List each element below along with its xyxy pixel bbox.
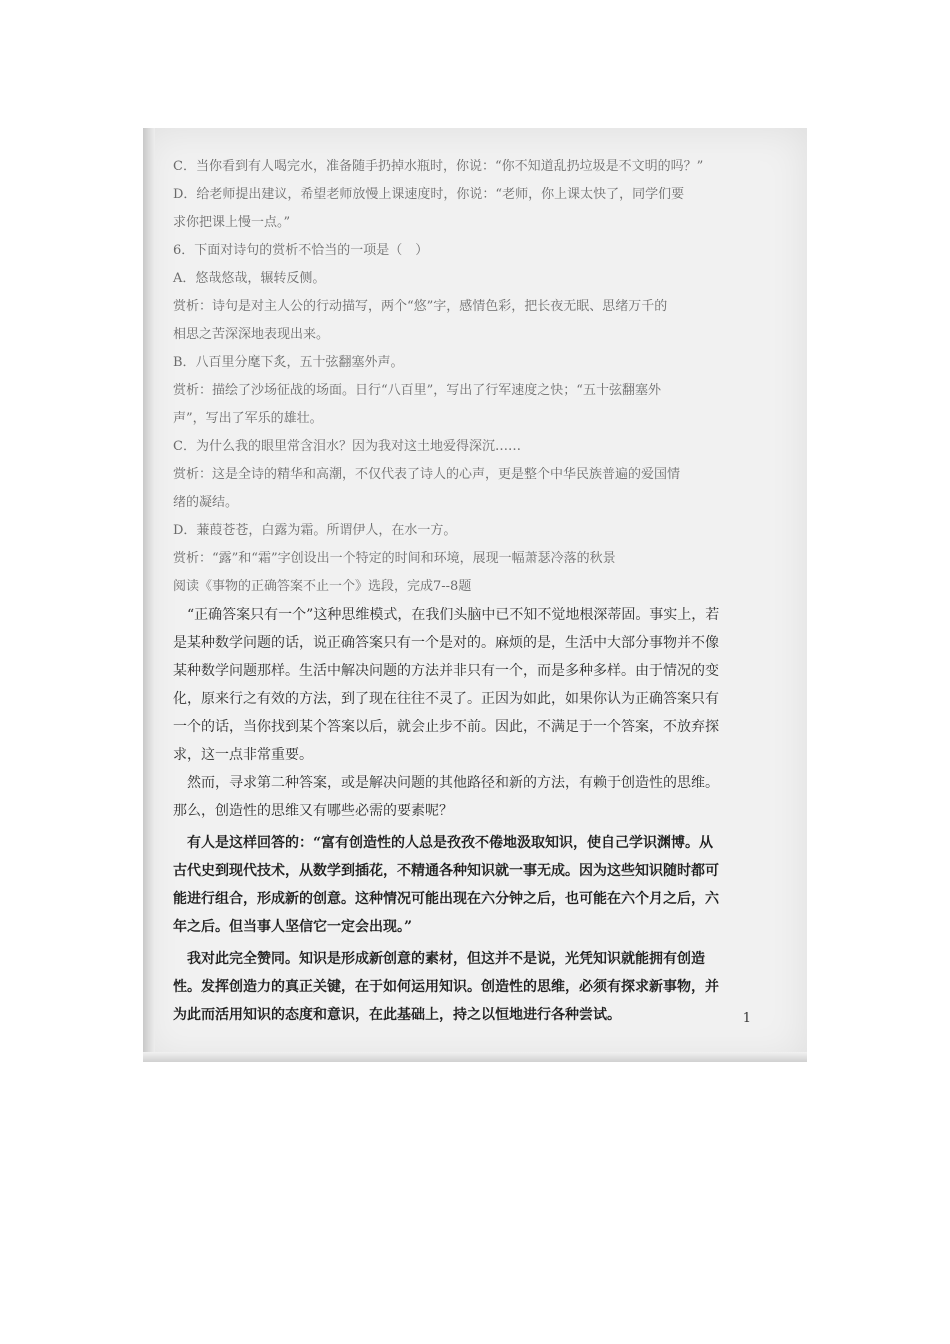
q6-option-c: C．为什么我的眼里常含泪水？因为我对这土地爱得深沉…… <box>173 439 521 454</box>
page-number: 1 <box>742 1011 751 1026</box>
q6-b-analysis: 赏析：描绘了沙场征战的场面。日行“八百里”，写出了行军速度之快；“五十弦翻塞外 <box>173 383 661 398</box>
scanned-page <box>143 128 807 1062</box>
passage-line: 为此而活用知识的态度和意识，在此基础上，持之以恒地进行各种尝试。 <box>173 1007 621 1023</box>
passage-line: 是某种数学问题的话，说正确答案只有一个是对的。麻烦的是，生活中大部分事物并不像 <box>173 635 719 651</box>
q6-c-analysis: 赏析：这是全诗的精华和高潮，不仅代表了诗人的心声，更是整个中华民族普遍的爱国情 <box>173 467 681 482</box>
question-6: 6．下面对诗句的赏析不恰当的一项是（ ） <box>173 243 429 258</box>
passage-line: “正确答案只有一个”这种思维模式，在我们头脑中已不知不觉地根深蒂固。事实上，若 <box>173 607 720 623</box>
option-d-line: D．给老师提出建议，希望老师放慢上课速度时，你说：“老师，你上课太快了，同学们要 <box>173 187 685 202</box>
q6-option-d: D．蒹葭苍苍，白露为霜。所谓伊人，在水一方。 <box>173 523 457 538</box>
q6-option-a: A．悠哉悠哉，辗转反侧。 <box>173 271 326 286</box>
passage-line: 性。发挥创造力的真正关键，在于如何运用知识。创造性的思维，必须有探求新事物，并 <box>173 979 719 995</box>
passage-line: 某种数学问题那样。生活中解决问题的方法并非只有一个，而是多种多样。由于情况的变 <box>173 663 719 679</box>
passage-line: 一个的话，当你找到某个答案以后，就会止步不前。因此，不满足于一个答案，不放弃探 <box>173 719 719 735</box>
q6-b-analysis-cont: 声”，写出了军乐的雄壮。 <box>173 411 323 426</box>
q6-d-analysis: 赏析：“露”和“霜”字创设出一个特定的时间和环境，展现一幅萧瑟冷落的秋景 <box>173 551 616 566</box>
passage-line: 然而，寻求第二种答案，或是解决问题的其他路径和新的方法，有赖于创造性的思维。 <box>173 775 719 791</box>
q6-c-analysis-cont: 绪的凝结。 <box>173 495 239 510</box>
scan-shadow-left <box>143 128 155 1062</box>
q6-option-b: B．八百里分麾下炙，五十弦翻塞外声。 <box>173 355 404 370</box>
option-d-line-cont: 求你把课上慢一点。” <box>173 215 291 230</box>
q6-a-analysis-cont: 相思之苦深深地表现出来。 <box>173 327 330 342</box>
passage-line: 我对此完全赞同。知识是形成新创意的素材，但这并不是说，光凭知识就能拥有创造 <box>173 951 705 967</box>
passage-line: 有人是这样回答的：“富有创造性的人总是孜孜不倦地汲取知识，使自己学识渊博。从 <box>173 835 714 851</box>
passage-line: 那么，创造性的思维又有哪些必需的要素呢？ <box>173 803 453 819</box>
passage-line: 年之后。但当事人坚信它一定会出现。” <box>173 919 413 935</box>
option-c-line: C．当你看到有人喝完水，准备随手扔掉水瓶时，你说：“你不知道乱扔垃圾是不文明的吗？” <box>173 159 704 174</box>
passage-line: 能进行组合，形成新的创意。这种情况可能出现在六分钟之后，也可能在六个月之后，六 <box>173 891 719 907</box>
reading-instruction: 阅读《事物的正确答案不止一个》选段，完成7--8题 <box>173 579 472 594</box>
scan-shadow-bottom <box>143 1052 807 1062</box>
passage-line: 古代史到现代技术，从数学到插花，不精通各种知识就一事无成。因为这些知识随时都可 <box>173 863 719 879</box>
passage-line: 求，这一点非常重要。 <box>173 747 313 763</box>
passage-line: 化，原来行之有效的方法，到了现在往往不灵了。正因为如此，如果你认为正确答案只有 <box>173 691 719 707</box>
q6-a-analysis: 赏析：诗句是对主人公的行动描写，两个“悠”字，感情色彩，把长夜无眠、思绪万千的 <box>173 299 668 314</box>
